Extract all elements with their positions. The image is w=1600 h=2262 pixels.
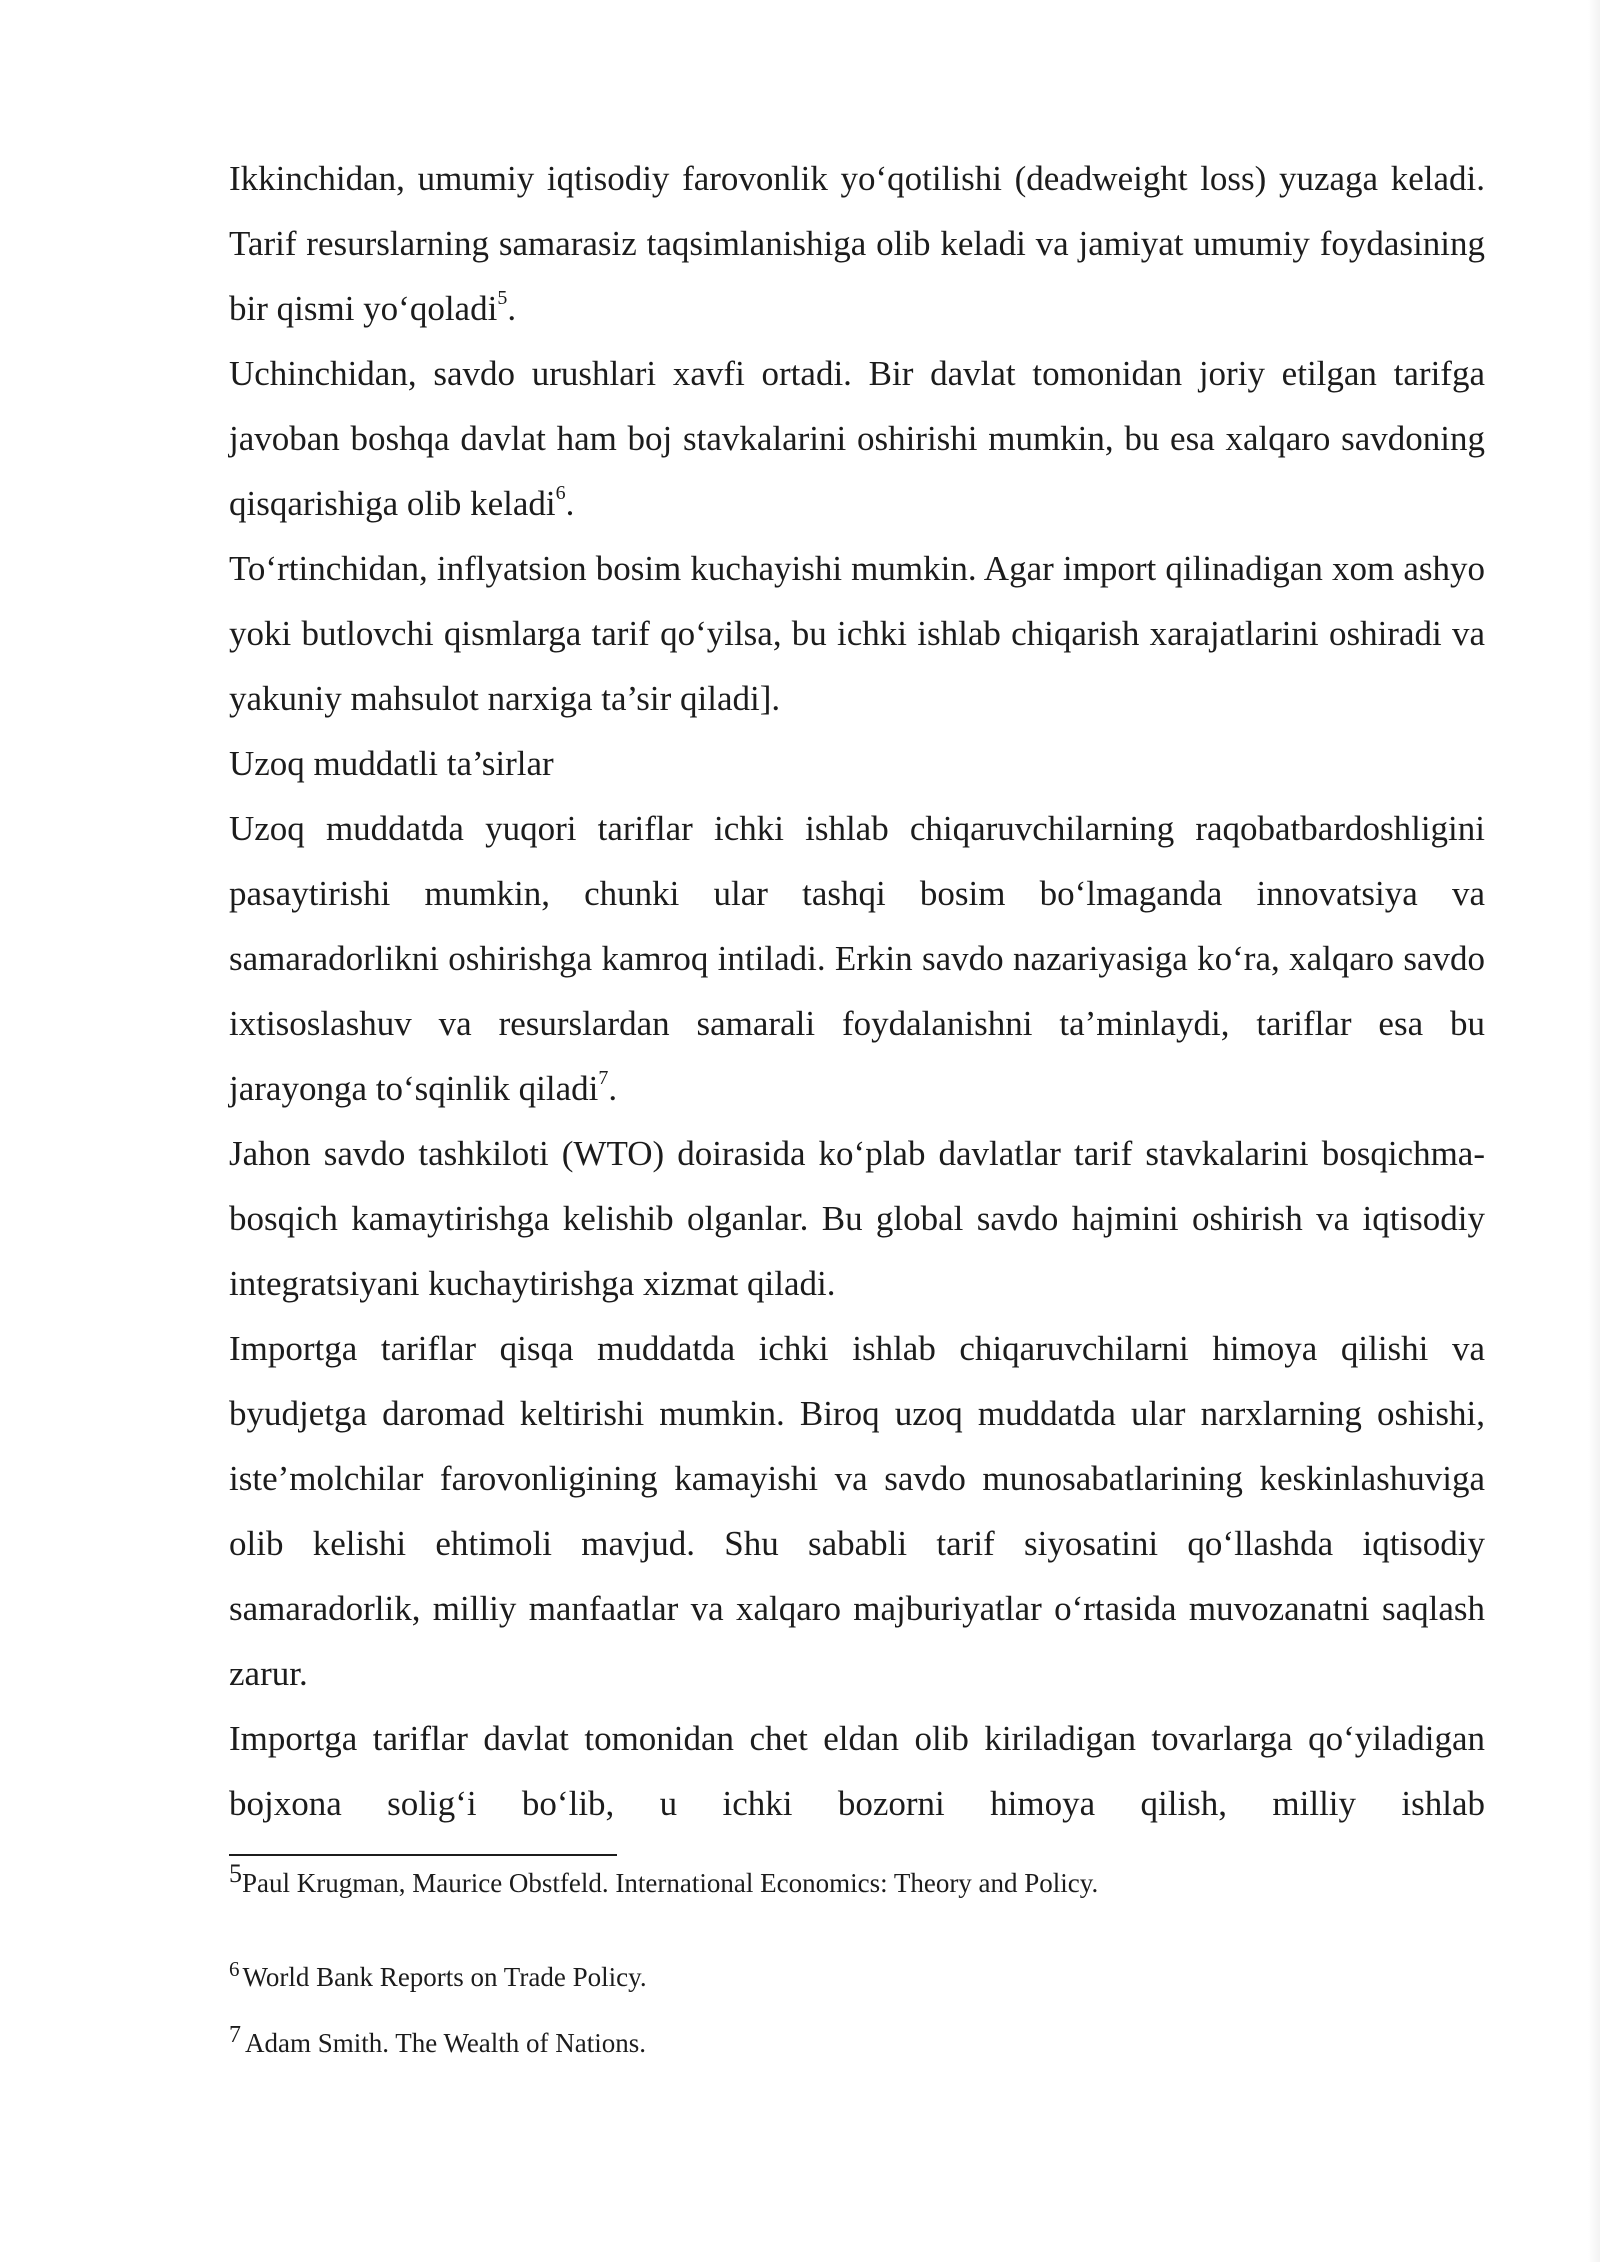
- footnote-text: Adam Smith. The Wealth of Nations.: [245, 2028, 647, 2058]
- body-text: [229, 146, 1485, 1836]
- paragraph-text: Uzoq muddatda yuqori tariflar ichki ishlab chiqaruvchilarning raqobatbardoshligini pasaytirishi mumkin, chunki ular tashqi bosim bo‘lmaganda innovatsiya va samaradorlikni oshirishga kamroq intiladi. Erkin savdo nazariyasiga ko‘ra, xalqaro savdo ixtisoslashuv va resurslardan samarali foydalanishni ta’minlaydi, tariflar esa bu jarayonga to‘sqinlik qiladi: [229, 809, 1485, 1108]
- paragraph-uchinchidan: [229, 341, 1485, 536]
- footnote-text: Paul Krugman, Maurice Obstfeld. International Economics: Theory and Policy.: [242, 1868, 1099, 1898]
- footnote-item: [229, 2022, 647, 2059]
- paragraph-text: Uchinchidan, savdo urushlari xavfi ortadi. Bir davlat tomonidan joriy etilgan tarifga javoban boshqa davlat ham boj stavkalarini oshirishi mumkin, bu esa xalqaro savdoning qisqarishiga olib keladi: [229, 354, 1485, 523]
- paragraph-text: Ikkinchidan, umumiy iqtisodiy farovonlik yo‘qotilishi (deadweight loss) yuzaga keladi. Tarif resurslarning samarasiz taqsimlanishiga olib keladi va jamiyat umumiy foydasining bir qismi yo‘qoladi: [229, 159, 1485, 328]
- section-heading: [229, 731, 1485, 796]
- paragraph-importga-qisqa: [229, 1316, 1485, 1706]
- paragraph-text: Importga tariflar qisqa muddatda ichki ishlab chiqaruvchilarni himoya qilishi va byudjetga daromad keltirishi mumkin. Biroq uzoq muddatda ular narxlarning oshishi, iste’molchilar farovonligining kamayishi va savdo munosabatlarining keskinlashuviga olib kelishi ehtimoli mavjud. Shu sababli tarif siyosatini qo‘llashda iqtisodiy samaradorlik, milliy manfaatlar va xalqaro majburiyatlar o‘rtasida muvozanatni saqlash zarur.: [229, 1329, 1485, 1693]
- footnote-item: [229, 1957, 647, 1993]
- footnote-separator: [229, 1854, 617, 1856]
- paragraph-end: .: [608, 1069, 618, 1108]
- paragraph-uzoq-muddatda: [229, 796, 1485, 1121]
- paragraph-text: Importga tariflar davlat tomonidan chet eldan olib kiriladigan tovarlarga qo‘yiladigan bojxona solig‘i bo‘lib, u ichki bozorni himoya qilish, milliy ishlab: [229, 1719, 1485, 1823]
- paragraph-importga-davlat: [229, 1706, 1485, 1836]
- footnote-item: [229, 1859, 1099, 1899]
- paragraph-text: To‘rtinchidan, inflyatsion bosim kuchayishi mumkin. Agar import qilinadigan xom ashyo yoki butlovchi qismlarga tarif qo‘yilsa, bu ichki ishlab chiqarish xarajatlarini oshiradi va yakuniy mahsulot narxiga ta’sir qiladi].: [229, 549, 1485, 718]
- footnote-reference[interactable]: 5: [497, 287, 508, 310]
- paragraph-ikkinchidan: [229, 146, 1485, 341]
- paragraph-end: .: [565, 484, 575, 523]
- page-edge-shadow: [1588, 0, 1600, 2262]
- paragraph-text: Jahon savdo tashkiloti (WTO) doirasida ko‘plab davlatlar tarif stavkalarini bosqichma-bosqich kamaytirishga kelishib olganlar. Bu global savdo hajmini oshirish va iqtisodiy integratsiyani kuchaytirishga xizmat qiladi.: [229, 1134, 1485, 1303]
- paragraph-end: .: [507, 289, 517, 328]
- paragraph-tortinchidan: [229, 536, 1485, 731]
- heading-text: Uzoq muddatli ta’sirlar: [229, 744, 554, 783]
- footnote-number: 5: [229, 1859, 242, 1888]
- footnote-reference[interactable]: 6: [555, 482, 566, 505]
- paragraph-jahon-savdo: [229, 1121, 1485, 1316]
- footnote-number: 7: [229, 2022, 241, 2048]
- footnote-text: World Bank Reports on Trade Policy.: [242, 1962, 647, 1992]
- footnote-number: 6: [229, 1957, 240, 1981]
- footnote-reference[interactable]: 7: [598, 1067, 609, 1090]
